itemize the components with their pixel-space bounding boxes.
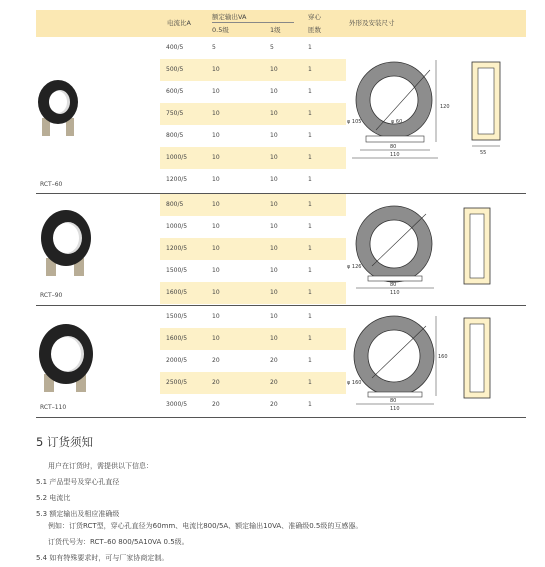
table-row: 400/5 5 5 1 bbox=[166, 44, 312, 51]
order-item: 5.1 产品型号及穿心孔直径 bbox=[36, 478, 120, 486]
section-title: 5 订货须知 bbox=[36, 435, 93, 449]
header-dims: 外形及安装尺寸 bbox=[349, 19, 395, 27]
table-row: 800/5 10 10 1 bbox=[160, 194, 346, 216]
dim-width-a: 80 bbox=[390, 282, 397, 288]
table-row: 2000/5 20 20 1 bbox=[166, 357, 312, 364]
table-row: 1600/5 10 10 1 bbox=[160, 282, 346, 304]
table-row: 1600/5 10 10 1 bbox=[160, 328, 346, 350]
order-item: 5.2 电流比 bbox=[36, 494, 71, 502]
dim-width-b: 110 bbox=[390, 152, 400, 158]
dim-width-a: 80 bbox=[390, 398, 397, 404]
dim-width-b: 110 bbox=[390, 290, 400, 296]
dim-width-b: 110 bbox=[390, 406, 400, 412]
model-label: RCT–60 bbox=[40, 181, 63, 188]
dimension-drawing-rct90 bbox=[346, 200, 446, 296]
header-class-05: 0.5级 bbox=[212, 26, 229, 34]
header-turns-1: 穿心 bbox=[308, 13, 321, 21]
model-label: RCT–90 bbox=[40, 292, 63, 299]
side-view-rct60 bbox=[468, 58, 508, 158]
table-row: 1500/5 10 10 1 bbox=[166, 267, 312, 274]
dim-inner: φ 60 bbox=[391, 119, 403, 125]
table-row: 500/5 10 10 1 bbox=[160, 59, 346, 81]
table-row: 3000/5 20 20 1 bbox=[166, 401, 312, 408]
transformer-photo-rct60 bbox=[36, 78, 86, 140]
model-label: RCT–110 bbox=[40, 404, 67, 411]
divider bbox=[36, 417, 526, 418]
table-row: 1000/5 10 10 1 bbox=[160, 147, 346, 169]
header-rated-output: 额定输出VA bbox=[212, 13, 247, 21]
table-row: 1500/5 10 10 1 bbox=[166, 313, 312, 320]
table-row: 1000/5 10 10 1 bbox=[166, 223, 312, 230]
dimension-drawing-rct110 bbox=[346, 312, 446, 412]
table-row: 1200/5 10 10 1 bbox=[166, 176, 312, 183]
order-intro: 用户在订货时，需提供以下信息： bbox=[48, 462, 153, 470]
dim-diameter: φ 105 bbox=[347, 119, 362, 125]
table-row: 800/5 10 10 1 bbox=[166, 132, 312, 139]
order-example: 例如：订货RCT型，穿心孔直径为60mm、电流比800/5A、额定输出10VA、准确级0.5级的互感器。 bbox=[48, 522, 363, 530]
transformer-photo-rct90 bbox=[38, 206, 96, 282]
order-item: 5.4 如有特殊要求时，可与厂家协商定制。 bbox=[36, 554, 169, 562]
dim-height: 120 bbox=[440, 104, 450, 110]
dim-height: 160 bbox=[438, 354, 448, 360]
table-row: 2500/5 20 20 1 bbox=[160, 372, 346, 394]
table-row: 600/5 10 10 1 bbox=[166, 88, 312, 95]
dim-width-a: 80 bbox=[390, 144, 397, 150]
header-turns-2: 匝数 bbox=[308, 26, 321, 34]
transformer-photo-rct110 bbox=[36, 320, 98, 398]
table-row: 1200/5 10 10 1 bbox=[160, 238, 346, 260]
side-view-rct110 bbox=[460, 314, 496, 408]
order-item: 5.3 额定输出及相应准确级 bbox=[36, 510, 120, 518]
side-view-rct90 bbox=[460, 204, 496, 294]
dim-side: 55 bbox=[480, 150, 487, 156]
table-header bbox=[36, 10, 526, 37]
table-row: 750/5 10 10 1 bbox=[160, 103, 346, 125]
dim-diameter: φ 126 bbox=[347, 264, 362, 270]
header-ratio: 电流比A bbox=[167, 19, 191, 27]
dim-diameter: φ 160 bbox=[347, 380, 362, 386]
order-code: 订货代号为：RCT–60 800/5A10VA 0.5级。 bbox=[48, 538, 189, 546]
dimension-drawing-rct60 bbox=[346, 50, 450, 168]
header-class-1: 1级 bbox=[270, 26, 281, 34]
